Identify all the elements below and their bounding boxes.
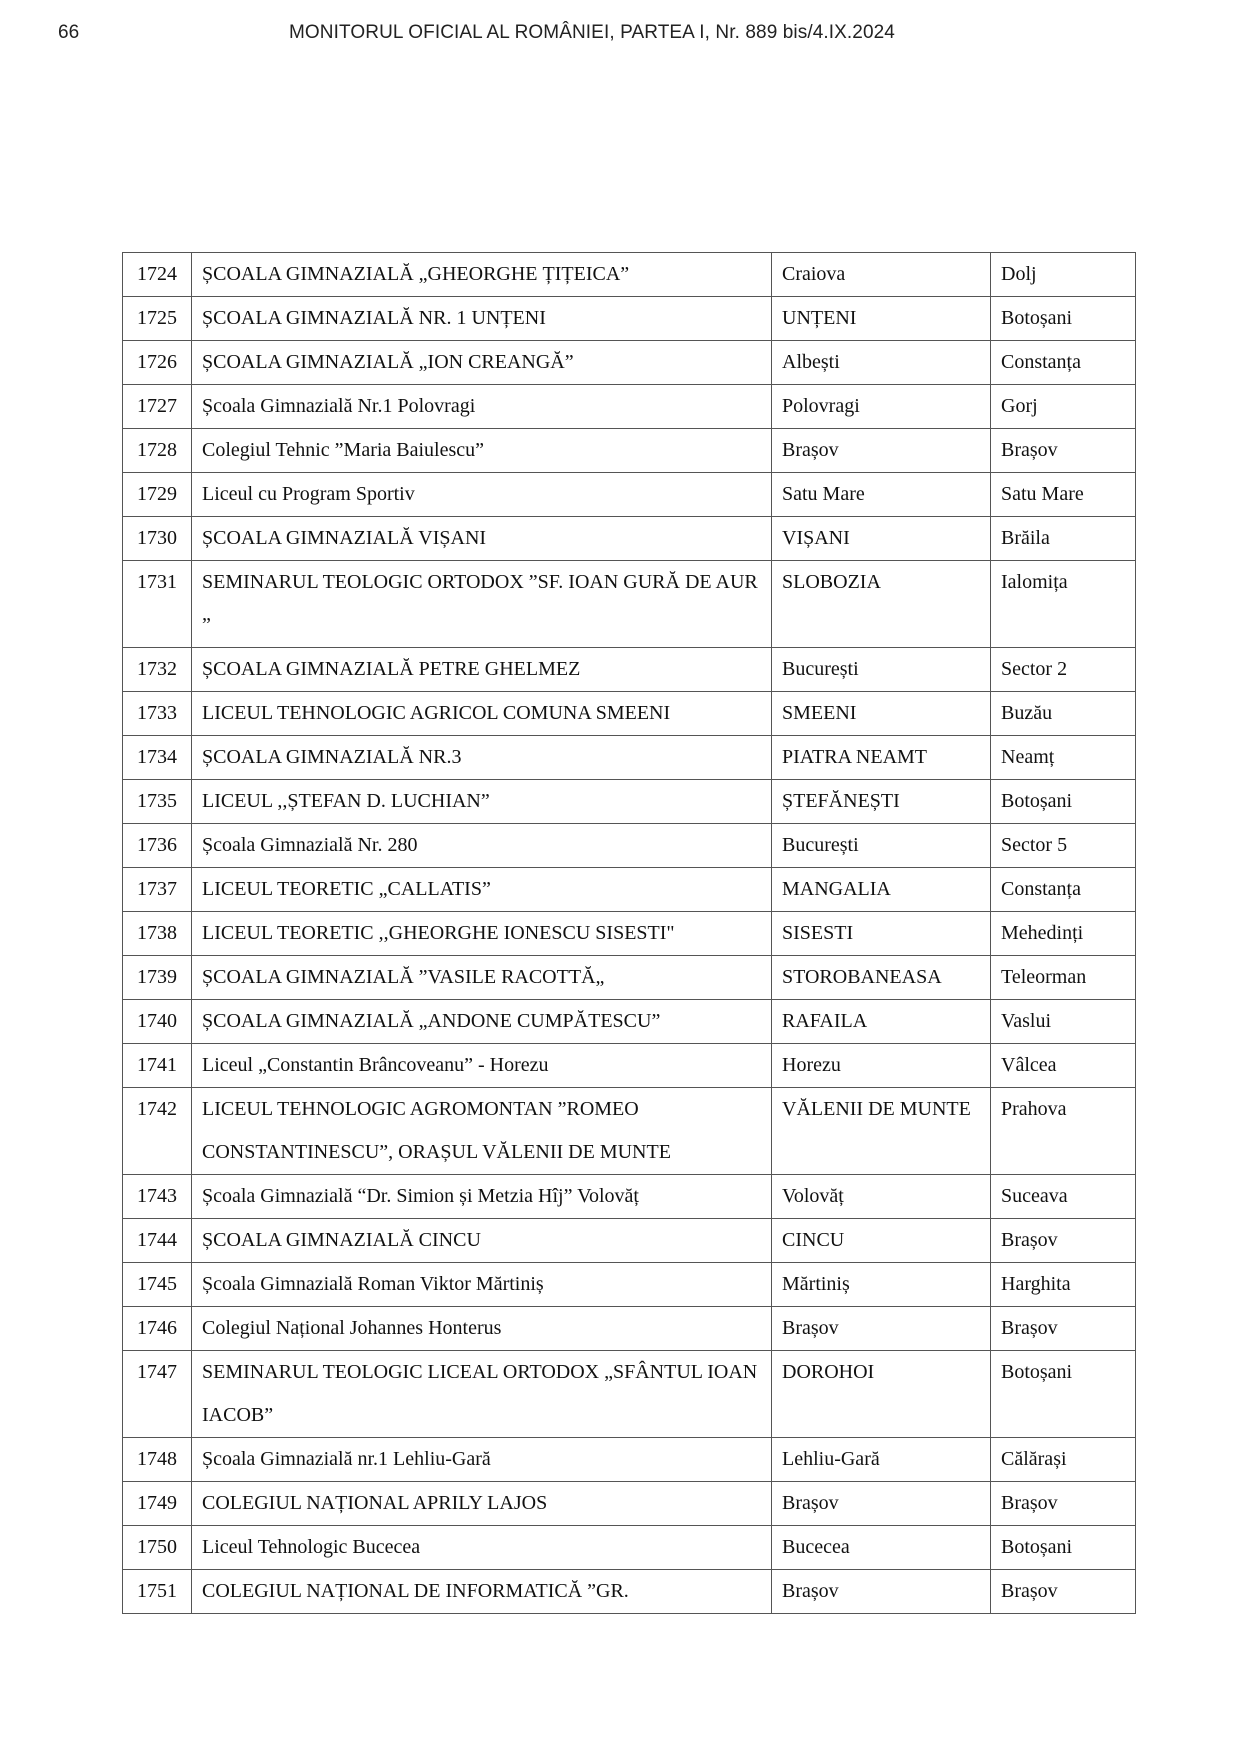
school-name-cell: LICEUL TEHNOLOGIC AGROMONTAN ”ROMEO CONSTANTINESCU”, ORAȘUL VĂLENII DE MUNTE [192, 1088, 772, 1175]
locality-cell: Craiova [772, 253, 991, 297]
locality-cell: Brașov [772, 1482, 991, 1526]
county-cell: Brașov [991, 1307, 1136, 1351]
locality-cell: DOROHOI [772, 1351, 991, 1438]
school-name-cell: Școala Gimnazială Roman Viktor Mărtiniș [192, 1263, 772, 1307]
locality-cell: Mărtiniș [772, 1263, 991, 1307]
row-number-cell: 1741 [123, 1044, 192, 1088]
school-name-cell: Liceul Tehnologic Bucecea [192, 1526, 772, 1570]
locality-cell: CINCU [772, 1219, 991, 1263]
row-number-cell: 1749 [123, 1482, 192, 1526]
table-body [123, 253, 1136, 1614]
county-cell: Brașov [991, 1482, 1136, 1526]
table-row [123, 956, 1136, 1000]
row-number-cell: 1724 [123, 253, 192, 297]
county-cell: Sector 2 [991, 648, 1136, 692]
school-name-cell: ȘCOALA GIMNAZIALĂ „ANDONE CUMPĂTESCU” [192, 1000, 772, 1044]
locality-cell: București [772, 824, 991, 868]
locality-cell: Brașov [772, 1570, 991, 1614]
table-row [123, 1526, 1136, 1570]
row-number-cell: 1740 [123, 1000, 192, 1044]
county-cell: Teleorman [991, 956, 1136, 1000]
school-name-cell: SEMINARUL TEOLOGIC ORTODOX ”SF. IOAN GURĂ DE AUR ” [192, 561, 772, 648]
school-name-cell: Colegiul Național Johannes Honterus [192, 1307, 772, 1351]
county-cell: Constanța [991, 868, 1136, 912]
school-name-cell: Școala Gimnazială Nr.1 Polovragi [192, 385, 772, 429]
table-row [123, 1307, 1136, 1351]
row-number-cell: 1726 [123, 341, 192, 385]
school-name-cell: ȘCOALA GIMNAZIALĂ „ION CREANGĂ” [192, 341, 772, 385]
county-cell: Ialomița [991, 561, 1136, 648]
table-row [123, 253, 1136, 297]
row-number-cell: 1730 [123, 517, 192, 561]
table-row [123, 1351, 1136, 1438]
locality-cell: SMEENI [772, 692, 991, 736]
row-number-cell: 1729 [123, 473, 192, 517]
school-name-cell: ȘCOALA GIMNAZIALĂ CINCU [192, 1219, 772, 1263]
school-name-cell: ȘCOALA GIMNAZIALĂ NR.3 [192, 736, 772, 780]
county-cell: Vâlcea [991, 1044, 1136, 1088]
school-name-cell: Liceul cu Program Sportiv [192, 473, 772, 517]
locality-cell: Brașov [772, 429, 991, 473]
county-cell: Brașov [991, 429, 1136, 473]
county-cell: Satu Mare [991, 473, 1136, 517]
table-row [123, 824, 1136, 868]
county-cell: Prahova [991, 1088, 1136, 1175]
row-number-cell: 1747 [123, 1351, 192, 1438]
county-cell: Botoșani [991, 1526, 1136, 1570]
county-cell: Botoșani [991, 297, 1136, 341]
table-row [123, 736, 1136, 780]
locality-cell: RAFAILA [772, 1000, 991, 1044]
table-row [123, 1570, 1136, 1614]
school-name-cell: Liceul „Constantin Brâncoveanu” - Horezu [192, 1044, 772, 1088]
row-number-cell: 1731 [123, 561, 192, 648]
header-title: MONITORUL OFICIAL AL ROMÂNIEI, PARTEA I, Nr. 889 bis/4.IX.2024 [289, 22, 895, 43]
school-name-cell: Școala Gimnazială nr.1 Lehliu-Gară [192, 1438, 772, 1482]
locality-cell: VĂLENII DE MUNTE [772, 1088, 991, 1175]
row-number-cell: 1748 [123, 1438, 192, 1482]
table-row [123, 912, 1136, 956]
county-cell: Sector 5 [991, 824, 1136, 868]
locality-cell: ȘTEFĂNEȘTI [772, 780, 991, 824]
row-number-cell: 1738 [123, 912, 192, 956]
county-cell: Vaslui [991, 1000, 1136, 1044]
county-cell: Buzău [991, 692, 1136, 736]
row-number-cell: 1742 [123, 1088, 192, 1175]
school-name-cell: SEMINARUL TEOLOGIC LICEAL ORTODOX „SFÂNTUL IOAN IACOB” [192, 1351, 772, 1438]
table-row [123, 341, 1136, 385]
locality-cell: MANGALIA [772, 868, 991, 912]
row-number-cell: 1746 [123, 1307, 192, 1351]
row-number-cell: 1744 [123, 1219, 192, 1263]
page-header [0, 22, 1240, 50]
locality-cell: Volovăț [772, 1175, 991, 1219]
row-number-cell: 1725 [123, 297, 192, 341]
table-row [123, 692, 1136, 736]
row-number-cell: 1732 [123, 648, 192, 692]
school-name-cell: Școala Gimnazială “Dr. Simion și Metzia Hîj” Volovăț [192, 1175, 772, 1219]
table-row [123, 868, 1136, 912]
school-name-cell: ȘCOALA GIMNAZIALĂ VIȘANI [192, 517, 772, 561]
row-number-cell: 1727 [123, 385, 192, 429]
school-name-cell: LICEUL TEORETIC ,,GHEORGHE IONESCU SISESTI" [192, 912, 772, 956]
locality-cell: Horezu [772, 1044, 991, 1088]
locality-cell: SLOBOZIA [772, 561, 991, 648]
locality-cell: STOROBANEASA [772, 956, 991, 1000]
table-row [123, 1000, 1136, 1044]
table-row [123, 1263, 1136, 1307]
table-row [123, 517, 1136, 561]
school-name-cell: Școala Gimnazială Nr. 280 [192, 824, 772, 868]
table-row [123, 297, 1136, 341]
locality-cell: VIȘANI [772, 517, 991, 561]
row-number-cell: 1728 [123, 429, 192, 473]
locality-cell: București [772, 648, 991, 692]
school-name-cell: Colegiul Tehnic ”Maria Baiulescu” [192, 429, 772, 473]
locality-cell: Albești [772, 341, 991, 385]
table-row [123, 1088, 1136, 1175]
row-number-cell: 1734 [123, 736, 192, 780]
county-cell: Botoșani [991, 1351, 1136, 1438]
county-cell: Dolj [991, 253, 1136, 297]
school-name-cell: LICEUL ,,ȘTEFAN D. LUCHIAN” [192, 780, 772, 824]
row-number-cell: 1733 [123, 692, 192, 736]
school-name-cell: ȘCOALA GIMNAZIALĂ NR. 1 UNȚENI [192, 297, 772, 341]
table-row [123, 385, 1136, 429]
school-name-cell: COLEGIUL NAȚIONAL APRILY LAJOS [192, 1482, 772, 1526]
county-cell: Botoșani [991, 780, 1136, 824]
locality-cell: SISESTI [772, 912, 991, 956]
table-row [123, 1438, 1136, 1482]
table-row [123, 648, 1136, 692]
table-row [123, 1482, 1136, 1526]
table-row [123, 561, 1136, 648]
table-row [123, 473, 1136, 517]
county-cell: Mehedinți [991, 912, 1136, 956]
locality-cell: Bucecea [772, 1526, 991, 1570]
school-name-cell: ȘCOALA GIMNAZIALĂ PETRE GHELMEZ [192, 648, 772, 692]
school-name-cell: LICEUL TEHNOLOGIC AGRICOL COMUNA SMEENI [192, 692, 772, 736]
schools-table [122, 252, 1136, 1614]
row-number-cell: 1745 [123, 1263, 192, 1307]
table-row [123, 1044, 1136, 1088]
locality-cell: UNȚENI [772, 297, 991, 341]
row-number-cell: 1736 [123, 824, 192, 868]
table-row [123, 1175, 1136, 1219]
county-cell: Constanța [991, 341, 1136, 385]
county-cell: Brașov [991, 1219, 1136, 1263]
county-cell: Călărași [991, 1438, 1136, 1482]
locality-cell: Satu Mare [772, 473, 991, 517]
row-number-cell: 1751 [123, 1570, 192, 1614]
row-number-cell: 1735 [123, 780, 192, 824]
county-cell: Harghita [991, 1263, 1136, 1307]
locality-cell: Brașov [772, 1307, 991, 1351]
county-cell: Brăila [991, 517, 1136, 561]
table-row [123, 780, 1136, 824]
table-row [123, 1219, 1136, 1263]
row-number-cell: 1737 [123, 868, 192, 912]
county-cell: Gorj [991, 385, 1136, 429]
county-cell: Brașov [991, 1570, 1136, 1614]
locality-cell: Lehliu-Gară [772, 1438, 991, 1482]
row-number-cell: 1750 [123, 1526, 192, 1570]
locality-cell: PIATRA NEAMT [772, 736, 991, 780]
county-cell: Neamț [991, 736, 1136, 780]
table-row [123, 429, 1136, 473]
school-name-cell: LICEUL TEORETIC „CALLATIS” [192, 868, 772, 912]
school-name-cell: ȘCOALA GIMNAZIALĂ ”VASILE RACOTTĂ„ [192, 956, 772, 1000]
school-name-cell: COLEGIUL NAȚIONAL DE INFORMATICĂ ”GR. [192, 1570, 772, 1614]
page-number: 66 [58, 22, 80, 43]
county-cell: Suceava [991, 1175, 1136, 1219]
locality-cell: Polovragi [772, 385, 991, 429]
school-name-cell: ȘCOALA GIMNAZIALĂ „GHEORGHE ȚIȚEICA” [192, 253, 772, 297]
row-number-cell: 1743 [123, 1175, 192, 1219]
row-number-cell: 1739 [123, 956, 192, 1000]
